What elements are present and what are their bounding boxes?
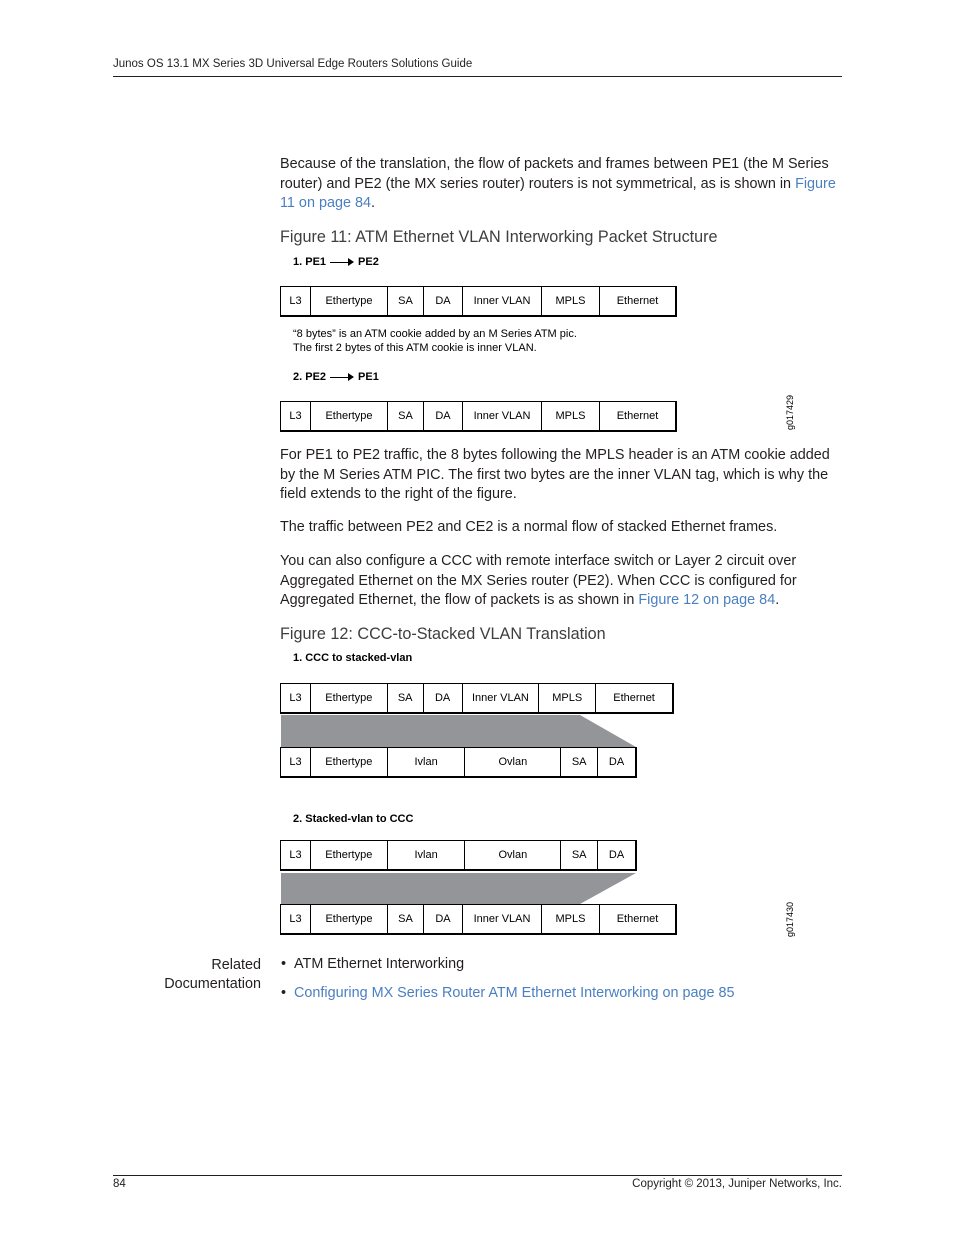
figure-12-link[interactable]: Figure 12 on page 84 — [638, 592, 776, 608]
packet-field: Ethernet — [616, 410, 659, 422]
to-label: PE1 — [358, 371, 379, 383]
from-label: 1. PE1 — [293, 256, 327, 268]
packet-field: Ovlan — [465, 841, 561, 869]
paragraph-atm-cookie: For PE1 to PE2 traffic, the 8 bytes following the MPLS header is an ATM cookie added by the M Series ATM PIC. The first two bytes are the inner VLAN tag, which is why the field extends to the right of the figure. — [280, 447, 830, 502]
packet-field: DA — [424, 905, 463, 933]
right-arrow-icon — [330, 373, 354, 381]
packet-field: Ethertype — [311, 684, 388, 712]
packet-field: L3 — [281, 841, 311, 869]
paragraph-translation — [280, 155, 842, 214]
packet-field: Ovlan — [465, 748, 561, 776]
packet-field: SA — [561, 748, 598, 776]
packet-field: MPLS — [539, 684, 596, 712]
to-label: PE2 — [358, 256, 379, 268]
packet-field: Ivlan — [388, 748, 466, 776]
bullet-icon: • — [281, 956, 287, 972]
packet-field: SA — [388, 402, 424, 430]
bullet-icon: • — [281, 985, 287, 1001]
figure-12-part-2-label: 2. Stacked-vlan to CCC — [293, 813, 414, 825]
packet-field: Ethertype — [311, 287, 388, 315]
packet-structure-row — [280, 683, 674, 714]
packet-field: Ethernet — [616, 295, 659, 307]
note-line: The first 2 bytes of this ATM cookie is inner VLAN. — [293, 342, 537, 354]
label-line: Documentation — [164, 976, 261, 992]
paragraph-ccc — [280, 552, 842, 611]
packet-field: DA — [424, 402, 463, 430]
packet-field: Ethernet — [616, 913, 659, 925]
from-label: 2. PE2 — [293, 371, 327, 383]
packet-field: L3 — [281, 402, 311, 430]
packet-field: SA — [388, 684, 424, 712]
related-documentation-label — [140, 956, 261, 994]
figure-12-part-1-label: 1. CCC to stacked-vlan — [293, 652, 413, 664]
packet-field: MPLS — [542, 287, 600, 315]
related-item-text: ATM Ethernet Interworking — [294, 956, 465, 972]
packet-field: DA — [424, 684, 463, 712]
packet-field: Ethertype — [311, 905, 388, 933]
packet-field: SA — [388, 287, 424, 315]
packet-structure-row — [280, 286, 677, 317]
figure-11-part-1-label — [293, 256, 379, 268]
footer-rule — [113, 1175, 842, 1176]
packet-field: DA — [608, 756, 625, 768]
packet-field: Inner VLAN — [463, 402, 542, 430]
page-number: 84 — [113, 1178, 126, 1190]
translation-band — [280, 871, 640, 905]
header-rule — [113, 76, 842, 77]
packet-structure-row — [280, 747, 637, 778]
translation-shape — [281, 873, 636, 904]
figure-12-graphic-id: g017430 — [785, 901, 795, 937]
paragraph-stacked-frames: The traffic between PE2 and CE2 is a normal flow of stacked Ethernet frames. — [280, 519, 778, 535]
copyright: Copyright © 2013, Juniper Networks, Inc. — [632, 1178, 842, 1190]
packet-field: L3 — [281, 905, 311, 933]
paragraph-text: Because of the translation, the flow of packets and frames between PE1 (the M Series router) and PE2 (the MX series router) routers is not symmetrical, as is shown in — [280, 156, 829, 192]
packet-field: L3 — [281, 287, 311, 315]
packet-field: L3 — [281, 684, 311, 712]
related-item-link[interactable]: Configuring MX Series Router ATM Ethernet Interworking on page 85 — [294, 985, 735, 1001]
packet-field: Ivlan — [388, 841, 466, 869]
packet-field: Ethertype — [311, 748, 388, 776]
related-item — [281, 956, 464, 972]
packet-field: MPLS — [542, 402, 600, 430]
packet-field: DA — [424, 287, 463, 315]
packet-field: Ethernet — [613, 692, 655, 704]
packet-field: Ethertype — [311, 402, 388, 430]
right-arrow-icon — [330, 258, 354, 266]
running-header: Junos OS 13.1 MX Series 3D Universal Edge Routers Solutions Guide — [113, 58, 473, 70]
packet-field: SA — [561, 841, 598, 869]
packet-field: Inner VLAN — [463, 287, 542, 315]
figure-11-title: Figure 11: ATM Ethernet VLAN Interworking Packet Structure — [280, 228, 718, 246]
figure-12-title: Figure 12: CCC-to-Stacked VLAN Translation — [280, 625, 606, 643]
packet-field: MPLS — [542, 905, 600, 933]
packet-field: Ethertype — [311, 841, 388, 869]
packet-field: Inner VLAN — [463, 684, 540, 712]
atm-cookie-note — [293, 327, 577, 355]
related-item[interactable] — [281, 985, 734, 1001]
packet-structure-row — [280, 904, 677, 935]
figure-11-link[interactable]: Figure 11 on page 84 — [280, 175, 836, 211]
packet-field: Inner VLAN — [463, 905, 542, 933]
paragraph-end: . — [370, 195, 375, 211]
translation-band — [280, 714, 640, 748]
packet-field: L3 — [281, 748, 311, 776]
packet-structure-row — [280, 840, 637, 871]
packet-structure-row — [280, 401, 677, 432]
paragraph-end: . — [775, 592, 780, 608]
figure-11-part-2-label — [293, 371, 379, 383]
figure-11-graphic-id: g017429 — [785, 394, 795, 430]
paragraph-text: You can also configure a CCC with remote interface switch or Layer 2 circuit over Aggregated Ethernet on the MX Series router (PE2). When CCC is configured for Aggregated Ethernet, the flow of packets is as shown in — [280, 553, 797, 608]
packet-field: SA — [388, 905, 424, 933]
packet-field: DA — [608, 849, 625, 861]
label-line: Related — [211, 957, 261, 973]
translation-shape — [281, 715, 636, 747]
note-line: “8 bytes” is an ATM cookie added by an M Series ATM pic. — [293, 328, 577, 340]
